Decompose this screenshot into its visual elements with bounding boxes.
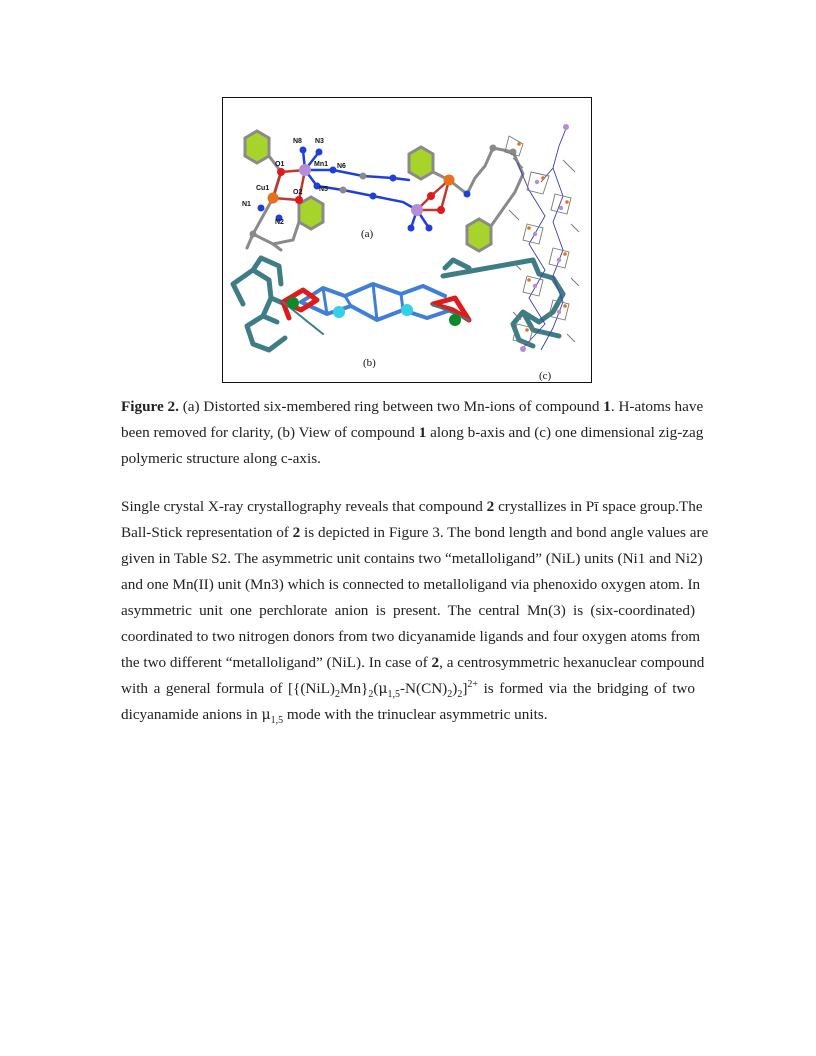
mn-atom-right [401, 304, 413, 316]
formula-sub-2: 2 [368, 689, 374, 701]
body-text-5: asymmetric unit one perchlorate anion is present. The central Mn(3) is (six-coordinated) [121, 602, 695, 619]
caption-text-2c: along b-axis and (c) one dimensional zig-zag [426, 424, 704, 441]
body-mu: μ [261, 707, 271, 723]
formula-mu: μ [378, 681, 388, 697]
atom-label-n5: N5 [319, 186, 328, 193]
body-compound-ref-2: 2 [292, 524, 301, 541]
ni-atom-right [449, 314, 461, 326]
panel-a-structure [245, 131, 523, 251]
body-text-9b: mode with the trinuclear asymmetric units. [283, 706, 548, 723]
panel-label-c: (c) [539, 370, 552, 382]
body-text-6: coordinated to two nitrogen donors from two dicyanamide ligands and four oxygen atoms from [121, 628, 701, 645]
body-text-4: and one Mn(II) unit (Mn3) which is connected to metalloligand via phenoxido oxygen atom. In [121, 576, 701, 593]
caption-compound-ref-2: 1 [418, 424, 427, 441]
caption-text-1a: (a) Distorted six-membered ring between two Mn-ions of compound [178, 398, 604, 415]
body-text-7a: the two different “metalloligand” (NiL). In case of [121, 654, 432, 671]
formula-part-a: with a general formula of [{(NiL) [121, 680, 335, 697]
formula-part-b: Mn} [339, 680, 369, 697]
body-compound-ref-1: 2 [486, 498, 495, 515]
caption-text-3: polymeric structure along c-axis. [121, 450, 321, 467]
body-text-9a: dicyanamide anions in [121, 706, 262, 723]
body-compound-ref-3: 2 [431, 654, 440, 671]
body-text-9 [121, 702, 695, 728]
caption-label: Figure 2. [121, 398, 179, 415]
atom-label-n8: N8 [293, 138, 302, 145]
body-paragraph [121, 494, 709, 728]
body-text-1a: Single crystal X-ray crystallography reveals that compound [121, 498, 487, 515]
atom-label-n1: N1 [242, 201, 251, 208]
atom-label-o1: O1 [275, 161, 285, 168]
atom-label-cu1: Cu1 [256, 185, 270, 192]
body-formula-line [121, 676, 695, 702]
caption-text-2a: been removed for clarity, (b) View of compound [121, 424, 419, 441]
atom-label-n6: N6 [337, 163, 346, 170]
body-text-2a: Ball-Stick representation of [121, 524, 293, 541]
formula-part-c: ( [373, 680, 379, 697]
formula-part-g: is formed via the bridging of two [478, 680, 695, 697]
mn-atom-left [333, 306, 345, 318]
formula-part-d: -N(CN) [400, 680, 448, 697]
body-text-1c: crystallizes in Pī space group.The [494, 498, 703, 515]
atom-label-n3: N3 [315, 138, 324, 145]
formula-sub-5: 2 [457, 689, 463, 701]
figure-caption [121, 394, 704, 472]
caption-text-1c: . H-atoms have [610, 398, 704, 415]
figure-2 [222, 97, 592, 383]
panel-label-b: (b) [363, 357, 376, 369]
formula-sub-4: 2 [447, 689, 453, 701]
body-mu-sub: 1,5 [270, 715, 284, 727]
formula-part-f: ] [462, 680, 468, 697]
formula-sub-1: 2 [334, 689, 340, 701]
formula-sub-3: 1,5 [387, 689, 400, 701]
atom-label-mn1: Mn1 [314, 161, 328, 168]
atom-label-n2: N2 [275, 219, 284, 226]
body-text-7c: , a centrosymmetric hexanuclear compound [439, 654, 705, 671]
body-text-2c: is depicted in Figure 3. The bond length and bond angle values are [300, 524, 709, 541]
panel-label-a: (a) [361, 228, 374, 240]
ni-atom-left [287, 297, 299, 309]
body-text-3: given in Table S2. The asymmetric unit contains two “metalloligand” (NiL) units (Ni1 and Ni2) [121, 550, 703, 567]
formula-part-e: ) [452, 680, 458, 697]
atom-label-o2: O2 [293, 189, 303, 196]
caption-compound-ref-1: 1 [603, 398, 611, 415]
figure-artwork [223, 98, 593, 384]
formula-sup: 2+ [467, 678, 479, 690]
